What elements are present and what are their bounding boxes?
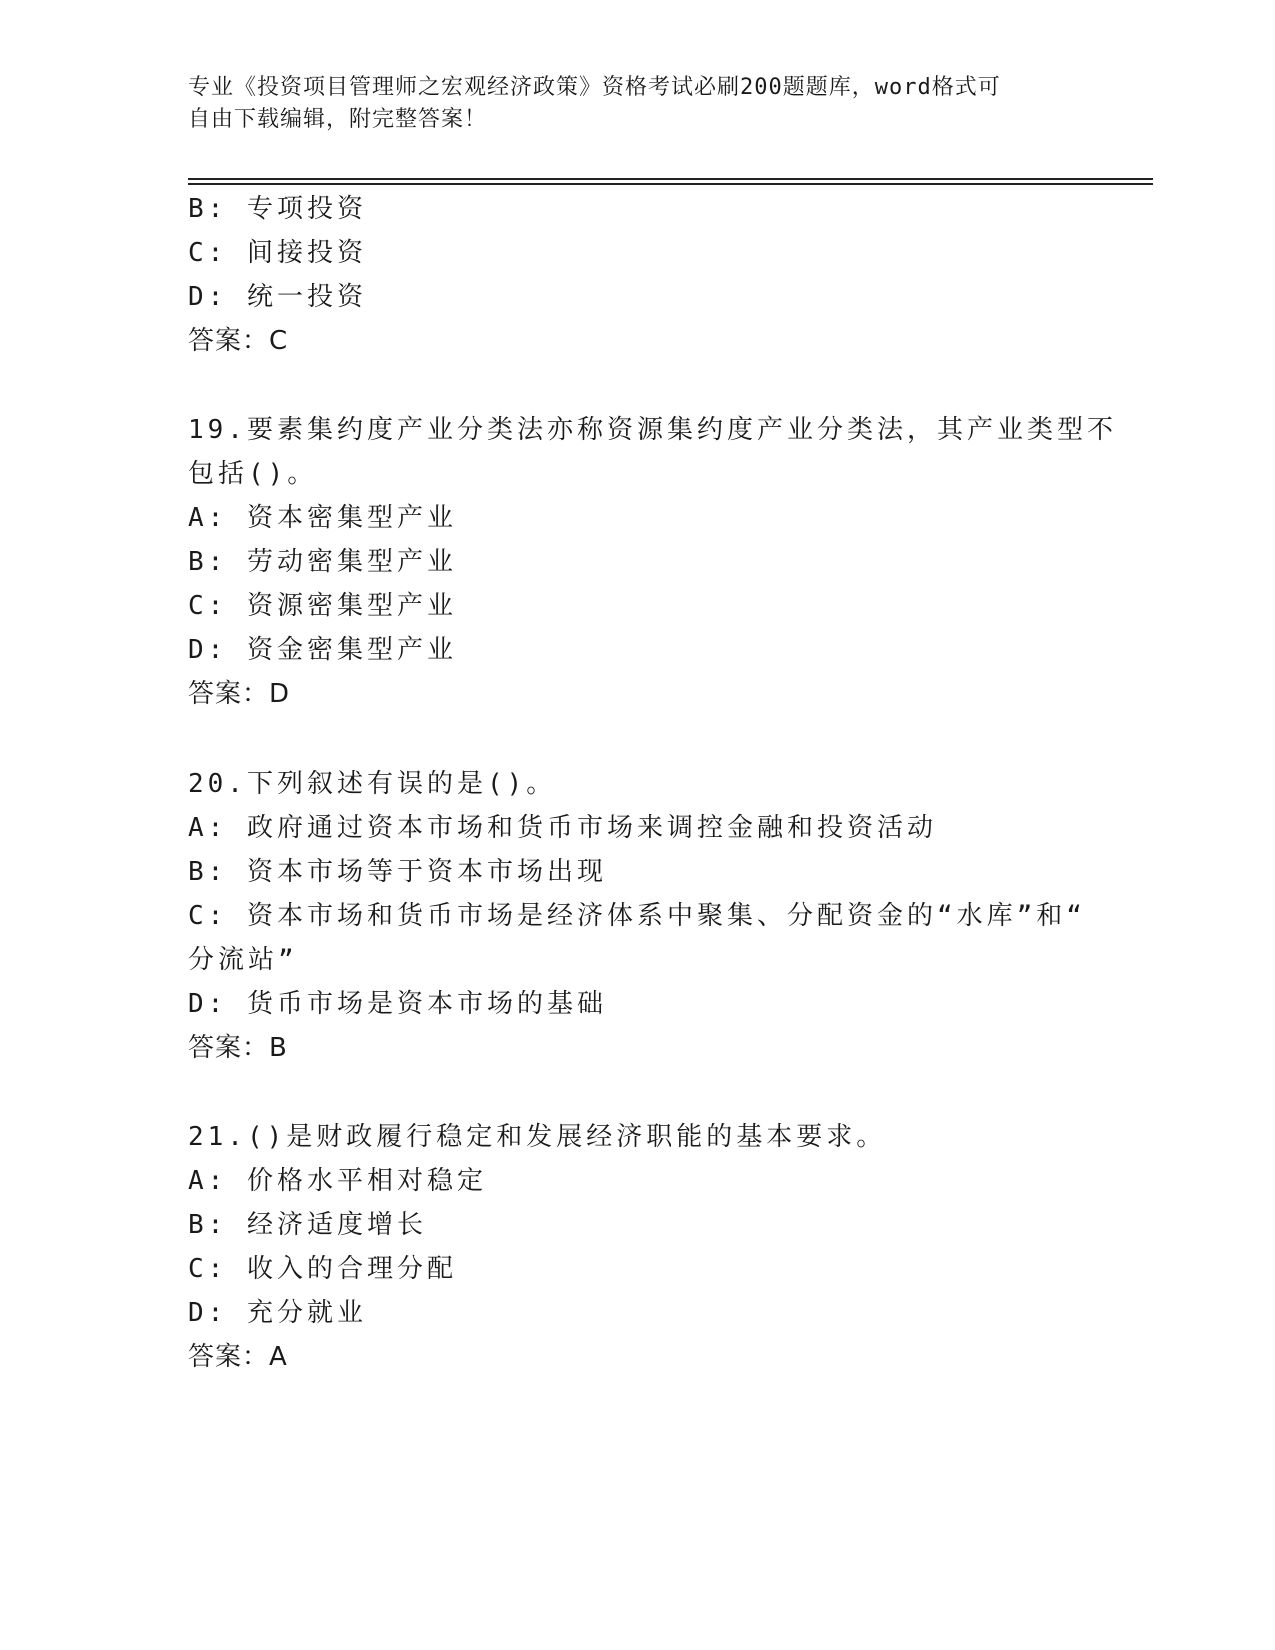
q21-option-d: D: 充分就业 <box>188 1298 367 1328</box>
q20-option-c-line-1: C: 资本市场和货币市场是经济体系中聚集、分配资金的“水库”和“ <box>188 901 1086 931</box>
header-divider-top <box>188 178 1153 180</box>
q19-option-c: C: 资源密集型产业 <box>188 591 457 621</box>
q18-option-d: D: 统一投资 <box>188 282 367 312</box>
q21-option-b: B: 经济适度增长 <box>188 1210 427 1240</box>
q19-option-d: D: 资金密集型产业 <box>188 635 457 665</box>
q18-answer: 答案：C <box>188 326 289 356</box>
q18-option-c: C: 间接投资 <box>188 238 367 268</box>
q19-option-b: B: 劳动密集型产业 <box>188 547 457 577</box>
q19-answer: 答案：D <box>188 679 291 709</box>
q18-option-b: B: 专项投资 <box>188 194 367 224</box>
document-header <box>188 72 1068 136</box>
q21-option-a: A: 价格水平相对稳定 <box>188 1166 487 1196</box>
q20-option-d: D: 货币市场是资本市场的基础 <box>188 989 607 1019</box>
header-line-2: 自由下载编辑，附完整答案！ <box>188 107 488 132</box>
q21-option-c: C: 收入的合理分配 <box>188 1254 457 1284</box>
q21-stem: 21.()是财政履行稳定和发展经济职能的基本要求。 <box>188 1122 887 1152</box>
header-divider-bottom <box>188 183 1153 185</box>
q20-answer: 答案：B <box>188 1033 288 1063</box>
q20-option-b: B: 资本市场等于资本市场出现 <box>188 857 607 887</box>
q20-option-c-line-2: 分流站” <box>188 945 298 975</box>
q19-stem-line-1: 19.要素集约度产业分类法亦称资源集约度产业分类法，其产业类型不 <box>188 415 1117 445</box>
q19-stem-line-2: 包括()。 <box>188 459 318 489</box>
q20-option-a: A: 政府通过资本市场和货币市场来调控金融和投资活动 <box>188 813 937 843</box>
q19-option-a: A: 资本密集型产业 <box>188 503 457 533</box>
q20-stem: 20.下列叙述有误的是()。 <box>188 769 557 799</box>
q21-answer: 答案：A <box>188 1342 288 1372</box>
header-line-1: 专业《投资项目管理师之宏观经济政策》资格考试必刷200题题库，word格式可 <box>188 75 1001 100</box>
